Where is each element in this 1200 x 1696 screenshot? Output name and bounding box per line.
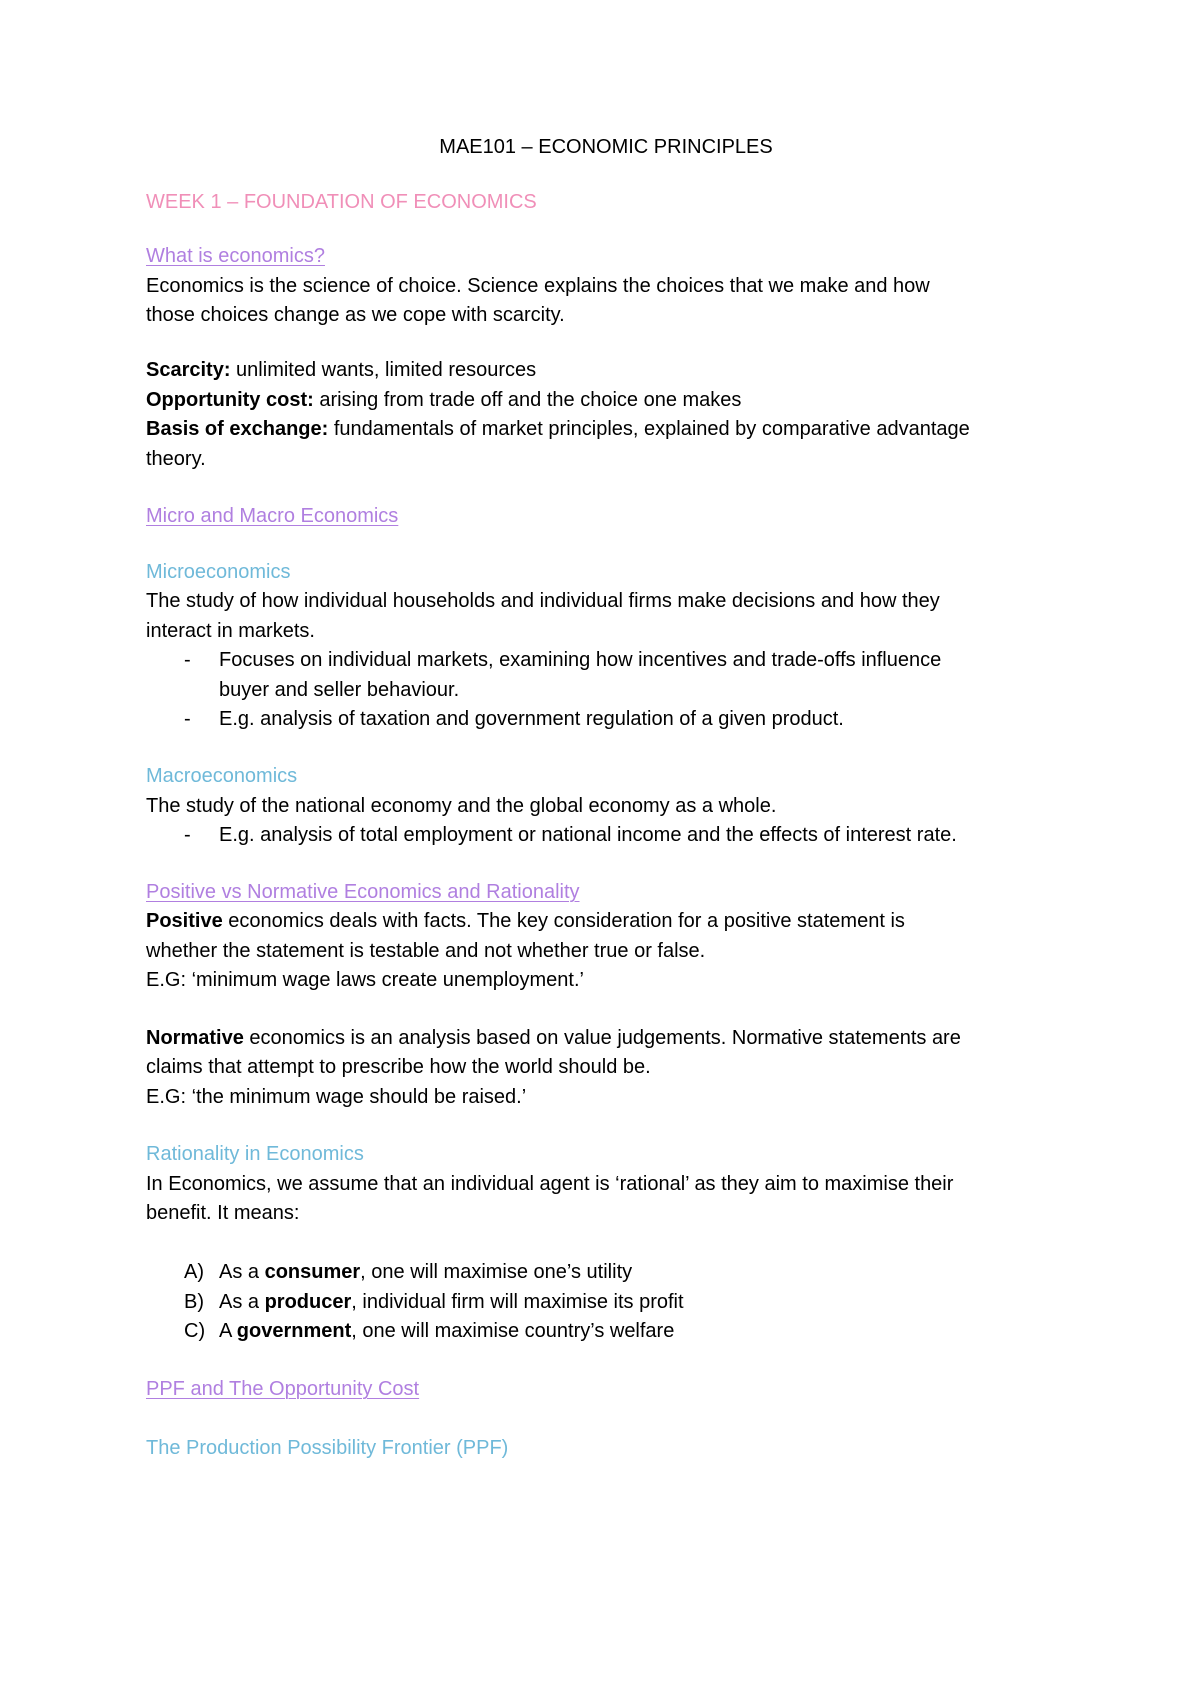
macro-bullet-1 [146,820,1066,850]
what-is-line-1: Economics is the science of choice. Science explains the choices that we make and how [146,275,930,297]
item-text: A government, one will maximise country’s welfare [219,1320,675,1342]
what-is-economics-heading: What is economics? [146,245,325,267]
ppf-subheading: The Production Possibility Frontier (PPF) [146,1437,509,1459]
normative-line-2: claims that attempt to prescribe how the world should be. [146,1056,651,1078]
rationality-item-b [146,1287,1066,1317]
bullet-dash: - [184,708,191,730]
micro-macro-heading: Micro and Macro Economics [146,505,399,527]
basis-of-exchange-definition [146,414,970,444]
macroeconomics-heading: Macroeconomics [146,765,298,787]
scarcity-definition [146,355,536,385]
micro-bullet-2-text: E.g. analysis of taxation and government regulation of a given product. [219,708,844,730]
micro-bullet-2 [146,704,1066,734]
normative-line-1 [146,1023,961,1053]
positive-label: Positive [146,910,223,932]
scarcity-text: unlimited wants, limited resources [230,359,537,381]
rationality-line-2: benefit. It means: [146,1202,300,1224]
micro-bullet-1-line-1: Focuses on individual markets, examining how incentives and trade-offs influence [219,649,942,671]
micro-bullet-1 [146,645,1066,675]
bullet-dash: - [184,824,191,846]
positive-example: E.G: ‘minimum wage laws create unemployment.’ [146,969,584,991]
scarcity-label: Scarcity: [146,359,231,381]
opportunity-cost-definition [146,385,741,415]
item-text: As a consumer, one will maximise one’s utility [219,1261,633,1283]
opportunity-cost-label: Opportunity cost: [146,389,314,411]
normative-example: E.G: ‘the minimum wage should be raised.’ [146,1086,527,1108]
opportunity-cost-text: arising from trade off and the choice one makes [313,389,742,411]
positive-line-1 [146,906,905,936]
basis-of-exchange-label: Basis of exchange: [146,418,329,440]
positive-text: economics deals with facts. The key consideration for a positive statement is [222,910,905,932]
microeconomics-heading: Microeconomics [146,561,291,583]
normative-text: economics is an analysis based on value judgements. Normative statements are [243,1027,961,1049]
rationality-line-1: In Economics, we assume that an individual agent is ‘rational’ as they aim to maximise their [146,1173,954,1195]
normative-label: Normative [146,1027,244,1049]
what-is-line-2: those choices change as we cope with scarcity. [146,304,565,326]
bullet-dash: - [184,649,191,671]
item-letter: B) [184,1291,204,1313]
macro-bullet-1-text: E.g. analysis of total employment or national income and the effects of interest rate. [219,824,957,846]
positive-line-2: whether the statement is testable and not whether true or false. [146,940,706,962]
micro-line-2: interact in markets. [146,620,315,642]
positive-normative-heading: Positive vs Normative Economics and Rationality [146,881,580,903]
item-letter: C) [184,1320,206,1342]
item-letter: A) [184,1261,204,1283]
micro-bullet-1-line-2: buyer and seller behaviour. [219,679,460,701]
basis-of-exchange-text: fundamentals of market principles, explained by comparative advantage [328,418,970,440]
macro-line-1: The study of the national economy and the global economy as a whole. [146,795,777,817]
rationality-item-a [146,1257,1066,1287]
micro-line-1: The study of how individual households and individual firms make decisions and how they [146,590,940,612]
basis-of-exchange-text-2: theory. [146,448,206,470]
ppf-heading: PPF and The Opportunity Cost [146,1378,420,1400]
rationality-heading: Rationality in Economics [146,1143,364,1165]
rationality-item-c [146,1316,1066,1346]
micro-bullet-1-cont [146,675,1066,705]
document-title: MAE101 – ECONOMIC PRINCIPLES [439,136,773,158]
week-heading: WEEK 1 – FOUNDATION OF ECONOMICS [146,191,537,213]
item-text: As a producer, individual firm will maximise its profit [219,1291,684,1313]
